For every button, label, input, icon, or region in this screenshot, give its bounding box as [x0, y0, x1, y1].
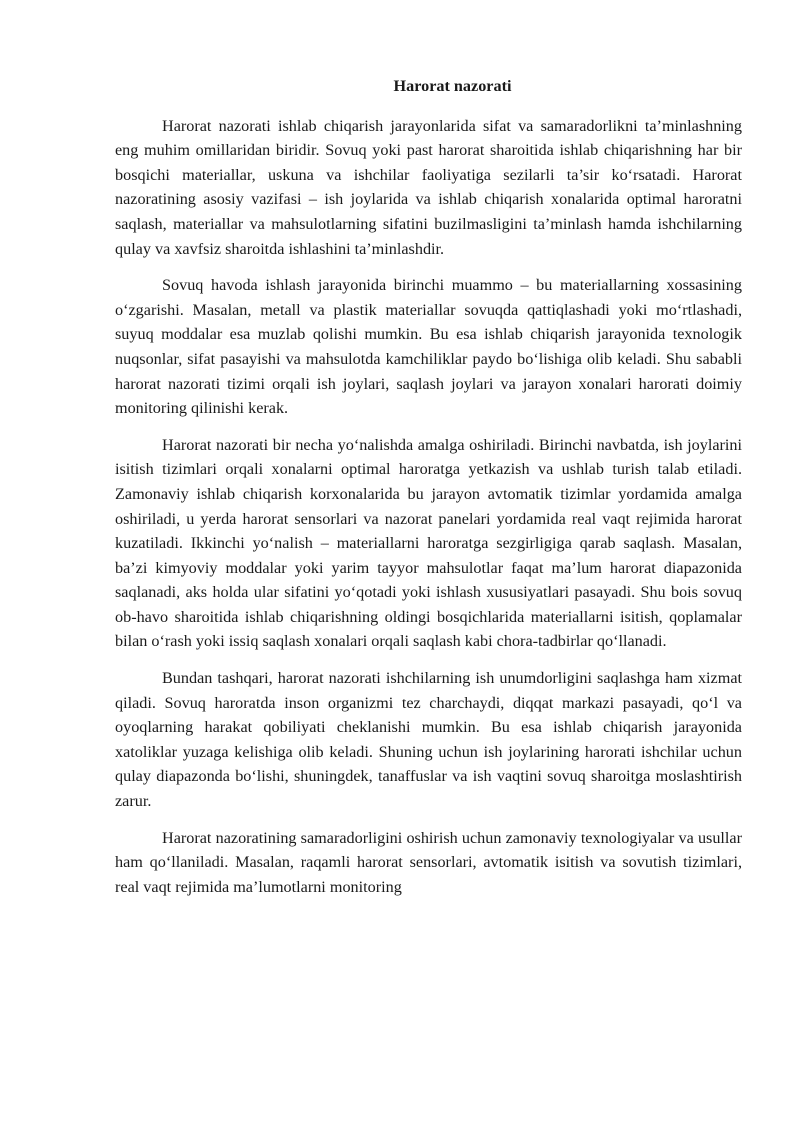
paragraph: Harorat nazoratining samaradorligini oshirish uchun zamonaviy texnologiyalar va usullar ham qo‘llaniladi. Masalan, raqamli harorat sensorlari, avtomatik isitish va sovutish tizimlari, real vaqt rejimida ma’lumotlarni monitoring	[115, 828, 742, 896]
paragraph: Harorat nazorati bir necha yo‘nalishda amalga oshiriladi. Birinchi navbatda, ish joylarini isitish tizimlari orqali xonalarni optimal haroratga yetkazish va ushlab turish talab etiladi. Zamonaviy ishlab chiqarish korxonalarida bu jarayon avtomatik tizimlar yordamida amalga oshiriladi, u yerda harorat sensorlari va nazorat panelari yordamida real vaqt rejimida harorat kuzatiladi. Ikkinchi yo‘nalish – materiallarni haroratga sezgirligiga qarab saqlash. Masalan, ba’zi kimyoviy moddalar yoki yarim tayyor mahsulotlar faqat ma’lum harorat diapazonida saqlanadi, aks holda ular sifatini yo‘qotadi yoki ishlash xususiyatlari pasayadi. Shu bois sovuq ob-havo sharoitida ishlab chiqarishning oldingi bosqichlarida materiallarni isitish, qoplamalar bilan o‘rash yoki issiq saqlash xonalari orqali saqlash kabi chora-tadbirlar qo‘llanadi.	[115, 435, 742, 651]
document-title: Harorat nazorati	[393, 77, 512, 95]
paragraph: Bundan tashqari, harorat nazorati ishchilarning ish unumdorligini saqlashga ham xizmat qiladi. Sovuq haroratda inson organizmi tez charchaydi, diqqat markazi pasayadi, qo‘l va oyoqlarning harakat qobiliyati cheklanishi mumkin. Bu esa ishlab chiqarish jarayonida xatoliklar yuzaga kelishiga olib keladi. Shuning uchun ish joylarining harorati ishchilar uchun qulay diapazonda bo‘lishi, shuningdek, tanaffuslar va ish vaqtini sovuq sharoitga moslashtirish zarur.	[115, 669, 742, 811]
document-body	[115, 74, 742, 911]
paragraph: Harorat nazorati ishlab chiqarish jarayonlarida sifat va samaradorlikni ta’minlashning eng muhim omillaridan biridir. Sovuq yoki past harorat sharoitida ishlab chiqarishning har bir bosqichi materiallar, uskuna va ishchilar faoliyatiga sezilarli ta’sir ko‘rsatadi. Harorat nazoratining asosiy vazifasi – ish joylarida va ishlab chiqarish xonalarida optimal haroratni saqlash, materiallar va mahsulotlarning sifatini buzilmasligini ta’minlash hamda ishchilarning qulay va xavfsiz sharoitda ishlashini ta’minlashdir.	[115, 116, 742, 258]
paragraph: Sovuq havoda ishlash jarayonida birinchi muammo – bu materiallarning xossasining o‘zgarishi. Masalan, metall va plastik materiallar sovuqda qattiqlashadi yoki mo‘rtlashadi, suyuq moddalar esa muzlab qolishi mumkin. Bu esa ishlab chiqarish jarayonida texnologik nuqsonlar, sifat pasayishi va mahsulotda kamchiliklar paydo bo‘lishiga olib keladi. Shu sababli harorat nazorati tizimi orqali ish joylari, saqlash joylari va jarayon xonalari harorati doimiy monitoring qilinishi kerak.	[115, 276, 742, 418]
